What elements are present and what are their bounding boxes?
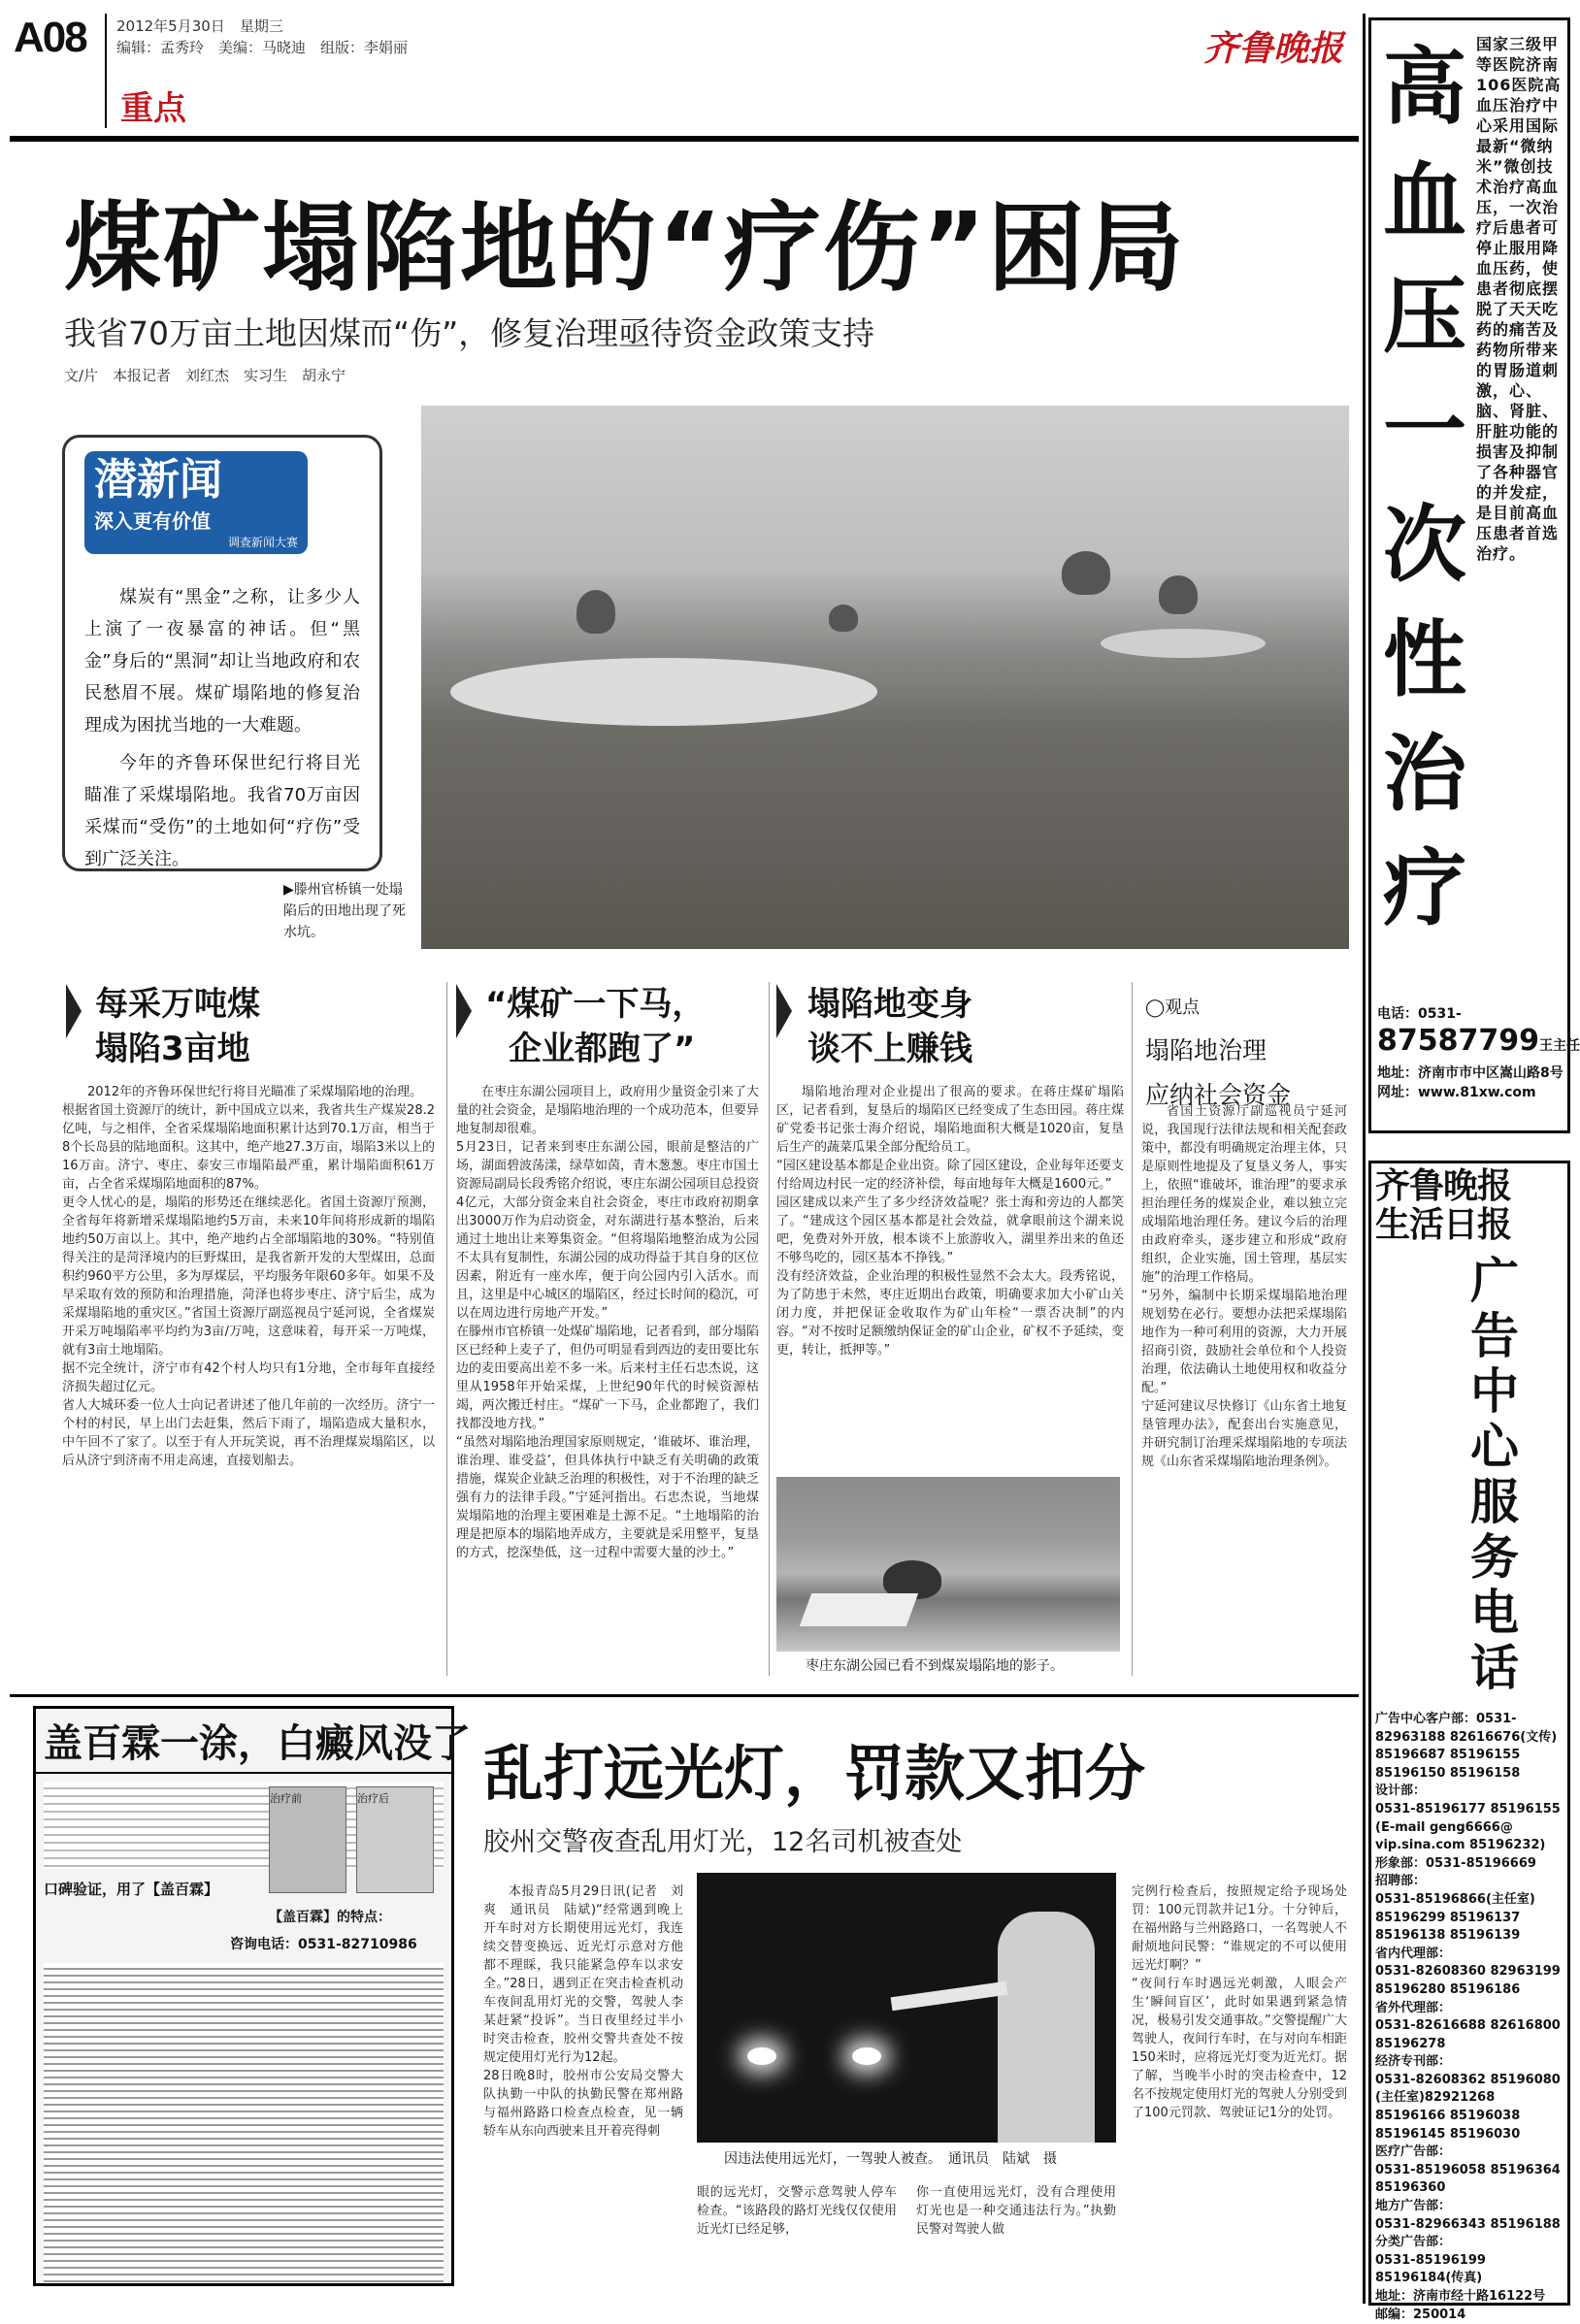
photo-headlight <box>852 2047 881 2065</box>
service-char: 广 <box>1470 1252 1519 1309</box>
service-line: (E-mail geng6666@ <box>1375 1819 1513 1835</box>
service-line: 85196278 <box>1375 2036 1446 2051</box>
ad-phone: 87587799 <box>1377 1024 1539 1058</box>
park-photo <box>776 1477 1120 1652</box>
col2-body: 在枣庄东湖公园项目上，政府用少量资金引来了大量的社会资金，是塌陷地治理的一个成功范本，但要异地复制却很难。 5月23日，记者来到枣庄东湖公园，眼前是整洁的广场，湖面碧波荡漾，绿草如茵，青木葱葱。枣庄市国土资源局副局长段秀铭介绍说，枣庄东湖公园项目总投资4亿元，大部分资金来自社会资金，枣庄市政府初期拿出3000万作为启动资金，对东湖进行基本整治，后来通过土地出让来筹集资金。“但将塌陷地整治成为公园不太具有复制性，东湖公园的成功得益于其自身的区位因素，附近有一座水库，便于向公园内引入活水。而且，这里是中心城区的塌陷区，经过长时间的稳沉，可以在周边进行房地产开发。” 在滕州市官桥镇一处煤矿塌陷地，记者看到，部分塌陷区已经种上麦子了，但仍可明显看到西边的麦田要比东边的麦田要高出差不多一米。后来村主任石忠杰说，这里从1958年开始采煤，上世纪90年代的时候资源枯竭，两次搬迁村庄。“煤矿一下马，企业都跑了，我们找都没地方找。” “虽然对塌陷地治理国家原则规定，‘谁破坏、谁治理，谁治理、谁受益’，但具体执行中缺乏有关明确的政策措施，煤炭企业缺乏治理的积极性，对于不治理的缺乏强有力的法律手段。”宁延河指出。石忠杰说，当地煤炭塌陷地的治理主要困难是土源不足。“土地塌陷的治理是把原本的塌陷地弄成方，主要就是采用整平，复垦的方式，挖深垫低，这一过程中需要大量的沙土。” <box>456 1085 760 1560</box>
col2-title-line1: “煤矿一下马， <box>485 985 706 1024</box>
news-badge-box <box>62 435 382 871</box>
lead-subhead: 我省70万亩土地因煤而“伤”，修复治理亟待资金政策支持 <box>64 314 875 352</box>
ad-char: 高 <box>1383 38 1466 136</box>
ad-contact: 王主任 <box>1539 1038 1580 1054</box>
ad-face-left <box>269 1786 346 1893</box>
col1-title <box>95 982 260 1071</box>
lead-photo-caption: ▶滕州官桥镇一处塌陷后的田地出现了死水坑。 <box>283 882 406 940</box>
bottom-ad <box>33 1706 471 2286</box>
ad-address: 地址：济南市市中区嵩山路8号 <box>1377 1065 1564 1081</box>
ad-phone-number <box>1377 1024 1580 1064</box>
lead-photo <box>421 406 1349 949</box>
lead-headline: 煤矿塌陷地的“疗伤”困局 <box>64 191 1186 305</box>
col4-kicker: ◯观点 <box>1145 998 1201 1018</box>
col-divider <box>769 982 770 1676</box>
lead-intro-2: 今年的齐鲁环保世纪行将目光瞄准了采煤塌陷地。我省70万亩因采煤而“受伤”的土地如何“疗伤”受到广泛关注。 <box>84 753 360 869</box>
story2-col-a: 本报青岛5月29日讯(记者 刘爽 通讯员 陆斌)“经常遇到晚上开车时对方长期使用远光灯，我连续交替变换远、近光灯示意对方他都不理睬，我只能紧急停车以求安全。”28日，遇到正在突击检查机动车夜间乱用灯光的交警，驾驶人李某赶紧“投诉”。当日夜里经过半小时突击检查，胶州交警共查处不按规定使用灯光行为12起。 28日晚8时，胶州市公安局交警大队执勤一中队的执勤民警在郑州路与福州路路口检查点检查，见一辆轿车从东向西驶来且开着亮得刺 <box>483 1884 683 2139</box>
service-line: 82963188 82616676(文传) <box>1375 1729 1558 1745</box>
service-line: 省外代理部： <box>1375 2000 1452 2015</box>
col3-body: 塌陷地治理对企业提出了很高的要求。在蒋庄煤矿塌陷区，记者看到，复垦后的塌陷区已经变成了生态田园。蒋庄煤矿党委书记张士海介绍说，塌陷地面积大概是1020亩，复垦后生产的蔬菜瓜果全部分配给员工。 “园区建设基本都是企业出资。除了园区建设，企业每年还要支付给周边村民一定的经济补偿，每亩地每年大概是1600元。” 园区建成以来产生了多少经济效益呢？张士海和旁边的人都笑了。“建成这个园区基本都是社会效益，就拿眼前这个湖来说吧，免费对外开放，根本谈不上旅游收入，湖里养出来的鱼还不够鸟吃的，园区基本不挣钱。” 没有经济效益，企业治理的积极性显然不会太大。段秀铭说，为了防患于未然，枣庄近期出台政策，明确要求加大小矿山关闭力度，并把保证金收取作为矿山年检“一票否决制”的内容。“对不按时足额缴纳保证金的矿山企业，矿权不予延续，变更，转让，抵押等。” <box>776 1085 1124 1358</box>
service-contact-list <box>1375 1711 1564 2324</box>
service-line: vip.sina.com 85196232) <box>1375 1838 1546 1853</box>
service-char: 告 <box>1470 1307 1519 1364</box>
ad-char: 性 <box>1383 610 1466 708</box>
service-char: 电 <box>1470 1584 1519 1641</box>
ad-char: 次 <box>1383 496 1466 594</box>
ad-body-filler <box>44 1963 444 2283</box>
col1-title-line1: 每采万吨煤 <box>95 985 260 1024</box>
service-char: 话 <box>1470 1639 1519 1696</box>
col2-title <box>485 982 705 1071</box>
service-line: 85196687 85196155 <box>1375 1748 1521 1763</box>
service-line: 招聘部： <box>1375 1874 1427 1889</box>
section-label: 重点 <box>120 89 186 128</box>
ad-hotline: 咨询电话：0531-82710986 <box>230 1937 417 1952</box>
col-divider <box>1132 982 1133 1676</box>
ad-sub1: 口碑验证，用了【盖百霖】 <box>44 1881 219 1898</box>
service-line: 85196150 85196158 <box>1375 1765 1521 1781</box>
ad-char: 血 <box>1383 152 1466 250</box>
service-papers <box>1375 1167 1564 1245</box>
paper-logo: 齐鲁晚报 <box>1203 28 1344 69</box>
service-line: 85196184(传真) <box>1375 2271 1483 2286</box>
masthead-rule <box>10 136 1359 142</box>
service-line: (主任室)82921268 <box>1375 2090 1496 2106</box>
service-line: 85196360 <box>1375 2180 1446 2196</box>
service-line: 形象部：0531-85196669 <box>1375 1855 1536 1871</box>
photo-tree <box>576 590 615 634</box>
ad-sub2: 【盖百霖】的特点： <box>269 1910 391 1925</box>
service-line: 地方广告部： <box>1375 2199 1452 2214</box>
ad-char: 一 <box>1383 381 1466 479</box>
col2-arrow <box>456 984 472 1038</box>
photo-water <box>450 658 877 726</box>
ad-face-right <box>356 1786 434 1893</box>
page-number: A08 <box>14 14 86 61</box>
badge-tag: 调查新闻大赛 <box>227 536 298 549</box>
right-divider <box>1363 14 1366 2304</box>
col1-title-line2: 塌陷3亩地 <box>95 1030 250 1068</box>
ad-side-text: 国家三级甲等医院济南106医院高血压治疗中心采用国际最新“微纳米”微创技术治疗高血压，一次治疗后患者可停止服用降血压药，使患者彻底摆脱了天天吃药的痛苦及药物所带来的胃肠道刺激，心、脑、肾脏、肝脏功能的损害及抑制了各种器官的并发症，是目前高血压患者首选治疗。 <box>1476 35 1562 563</box>
service-big-chars <box>1470 1253 1564 1695</box>
ad-phone-label: 电话：0531- <box>1377 1006 1462 1022</box>
service-line: 地址：济南市经十路16122号 <box>1375 2289 1546 2304</box>
service-line: 85196138 85196139 <box>1375 1928 1521 1944</box>
col4-title-line2: 应纳社会资金 <box>1145 1081 1292 1109</box>
service-line: 0531-85196177 85196155 <box>1375 1801 1561 1817</box>
section-rule <box>10 1694 1359 1697</box>
issue-date <box>116 16 283 36</box>
service-paper-1: 齐鲁晚报 <box>1375 1166 1512 1206</box>
service-line: 85196145 85196030 <box>1375 2126 1521 2142</box>
park-photo-caption: 枣庄东湖公园已看不到煤炭塌陷地的影子。 <box>806 1658 1064 1674</box>
lead-byline: 文/片 本报记者 刘红杰 实习生 胡永宁 <box>64 367 346 384</box>
service-char: 服 <box>1470 1473 1519 1530</box>
service-char: 中 <box>1470 1362 1519 1420</box>
ad-phone-block <box>1377 1004 1580 1102</box>
service-line: 分类广告部： <box>1375 2235 1452 2250</box>
service-line: 0531-82608362 85196080 <box>1375 2072 1561 2087</box>
service-line: 85196299 85196137 <box>1375 1910 1521 1925</box>
photo-headlight <box>747 2047 776 2065</box>
col4-title-line1: 塌陷地治理 <box>1145 1036 1267 1064</box>
photo-tree <box>1159 575 1198 614</box>
service-line: 邮编：250014 <box>1375 2307 1466 2322</box>
photo-water <box>1101 629 1266 658</box>
story2-photo <box>697 1873 1116 2143</box>
weekday-text: 星期三 <box>239 17 283 35</box>
story2-subhead: 胶州交警夜查乱用灯光，12名司机被查处 <box>483 1827 963 1857</box>
photo-tree <box>1062 551 1110 595</box>
photo-tree <box>829 605 858 632</box>
service-char: 心 <box>1470 1418 1519 1475</box>
story2-photo-caption: 因违法使用远光灯，一驾驶人被查。 通讯员 陆斌 摄 <box>724 2151 1057 2167</box>
service-line: 医疗广告部： <box>1375 2144 1452 2160</box>
service-line: 0531-82966343 85196188 <box>1375 2216 1561 2232</box>
photo-arm <box>891 1981 1008 2012</box>
col1-arrow <box>66 984 82 1038</box>
service-line: 0531-82608360 82963199 <box>1375 1964 1561 1980</box>
badge-sub: 深入更有价值 <box>94 509 211 533</box>
service-char: 务 <box>1470 1528 1519 1586</box>
right-ad-hypertension <box>1368 17 1580 1133</box>
story2-col-d: 完例行检查后，按照规定给予现场处罚：100元罚款并记1分。十分钟后，在福州路与兰州路路口，一名驾驶人不耐烦地问民警：“谁规定的不可以使用远光灯啊？” “夜间行车时遇远光刺激，人眼会产生‘瞬间盲区’，此时如果遇到紧急情况，极易引发交通事故。”交警提醒广大驾驶人，夜间行车时，在与对向车相距150米时，应将远光灯变为近光灯。据了解，当晚半小时的突击检查中，12名不按规定使用灯光的驾驶人分别受到了100元罚款、驾驶证记1分的处罚。 <box>1132 1884 1347 2120</box>
col2-title-line2: 企业都跑了” <box>509 1030 696 1068</box>
service-line: 0531-85196058 85196364 <box>1375 2162 1561 2177</box>
ad-headline: 盖百霖一涂，白癜风没了 <box>36 1709 451 1774</box>
ad-char: 疗 <box>1383 839 1466 937</box>
service-line: 0531-82616688 82616800 <box>1375 2018 1561 2034</box>
photo-stone <box>800 1593 918 1626</box>
photo-officer <box>998 1912 1095 2143</box>
col1-body: 2012年的齐鲁环保世纪行将目光瞄准了采煤塌陷地的治理。 根据省国土资源厅的统计，新中国成立以来，我省共生产煤炭28.2亿吨，与之相伴，全省采煤塌陷地面积累计达到70.1万亩，相当于8个长岛县的陆地面积。这其中，绝产地27.3万亩，塌陷3米以上的16万亩。济宁、枣庄、泰安三市塌陷最严重，累计塌陷面积61万亩，占全省采煤塌陷地面积的87%。 更令人忧心的是，塌陷的形势还在继续恶化。省国土资源厅预测，全省每年将新增采煤塌陷地约5万亩，未来10年间将形成新的塌陷地约50万亩以上。其中，绝产地约占全部塌陷地的30%。“特别值得关注的是菏泽境内的巨野煤田，是我省新开发的大型煤田，总面积约960平方公里，多为厚煤层，平均服务年限60多年。如果不及早采取有效的预防和治理措施，菏泽也将步枣庄、济宁后尘，成为采煤塌陷地的重灾区。”省国土资源厅副巡视员宁延河说，全省煤炭开采万吨塌陷率平均约为3亩/万吨，这意味着，每开采一万吨煤，就有3亩土地塌陷。 据不完全统计，济宁市有42个村人均只有1分地，全市每年直接经济损失超过亿元。 省人大城环委一位人士向记者讲述了他几年前的一次经历。济宁一个村的村民，早上出门去赶集，然后下雨了，塌陷造成大量积水，中午回不了家了。以至于有人开玩笑说，再不治理煤炭塌陷区，以后从济宁到济南不用走高速，直接划船去。 <box>62 1085 435 1468</box>
service-line: 85196280 85196186 <box>1375 1981 1521 1997</box>
ad-label-a: 治疗前 <box>270 1792 302 1805</box>
service-line: 经济专刊部： <box>1375 2054 1452 2070</box>
right-ad-service <box>1368 1161 1570 2322</box>
date-text: 2012年5月30日 <box>116 17 225 35</box>
service-line: 省内代理部： <box>1375 1946 1452 1961</box>
badge-logo <box>84 451 308 554</box>
col3-arrow <box>776 984 792 1038</box>
editor-line: 编辑：孟秀玲 美编：马晓迪 组版：李娟丽 <box>116 39 409 56</box>
lead-intro-1: 煤炭有“黑金”之称，让多少人上演了一夜暴富的神话。但“黑金”身后的“黑洞”却让当地政府和农民愁眉不展。煤矿塌陷地的修复治理成为困扰当地的一大难题。 <box>84 587 360 736</box>
ad-char: 压 <box>1383 267 1466 365</box>
story2-headline: 乱打远光灯，罚款又扣分 <box>483 1738 1146 1809</box>
col4-body: 省国土资源厅副巡视员宁延河说，我国现行法律法规和相关配套政策中，都没有明确规定治理主体，只是原则性地提及了复垦义务人，事实上，依照“谁破坏，谁治理”的要求承担治理任务的煤炭企业，难以独立完成塌陷地治理任务。建议今后的治理由政府牵头，逐步建立和形成“政府组织，企业实施，国土管理，基层实施”的治理工作格局。 “另外，编制中长期采煤塌陷地治理规划势在必行。要想办法把采煤塌陷地作为一种可利用的资源，大力开展招商引资，鼓励社会单位和个人投资治理，依法确认土地使用权和收益分配。” 宁延河建议尽快修订《山东省土地复垦管理办法》，配套出台实施意见，并研究制订治理采煤塌陷地的专项法规《山东省采煤塌陷地治理条例》。 <box>1141 1104 1347 1469</box>
story2-col-c: 你一直使用远光灯，没有合理使用灯光也是一种交通违法行为。”执勤民警对驾驶人做 <box>916 2185 1116 2237</box>
service-line: 设计部： <box>1375 1784 1427 1799</box>
ad-big-chars <box>1373 30 1476 946</box>
service-line: 广告中心客户部：0531- <box>1375 1712 1517 1726</box>
service-line: 85196166 85196038 <box>1375 2109 1521 2124</box>
service-line: 0531-85196866(主任室) <box>1375 1891 1535 1907</box>
masthead-divider <box>105 14 107 128</box>
col3-title-line1: 塌陷地变身 <box>807 985 972 1024</box>
service-line: 0531-85196199 <box>1375 2252 1486 2268</box>
service-paper-2: 生活日报 <box>1375 1205 1512 1245</box>
ad-char: 治 <box>1383 725 1466 823</box>
col3-title-line2: 谈不上赚钱 <box>807 1030 972 1068</box>
col-divider <box>446 982 447 1676</box>
story2-col-b: 眼的远光灯，交警示意驾驶人停车检查。“该路段的路灯光线仅仅使用近光灯已经足够， <box>697 2185 897 2237</box>
ad-label-b: 治疗后 <box>357 1792 389 1805</box>
ad-web: 网址：www.81xw.com <box>1377 1085 1536 1100</box>
col3-title <box>807 982 972 1071</box>
badge-title: 潜新闻 <box>94 455 222 505</box>
